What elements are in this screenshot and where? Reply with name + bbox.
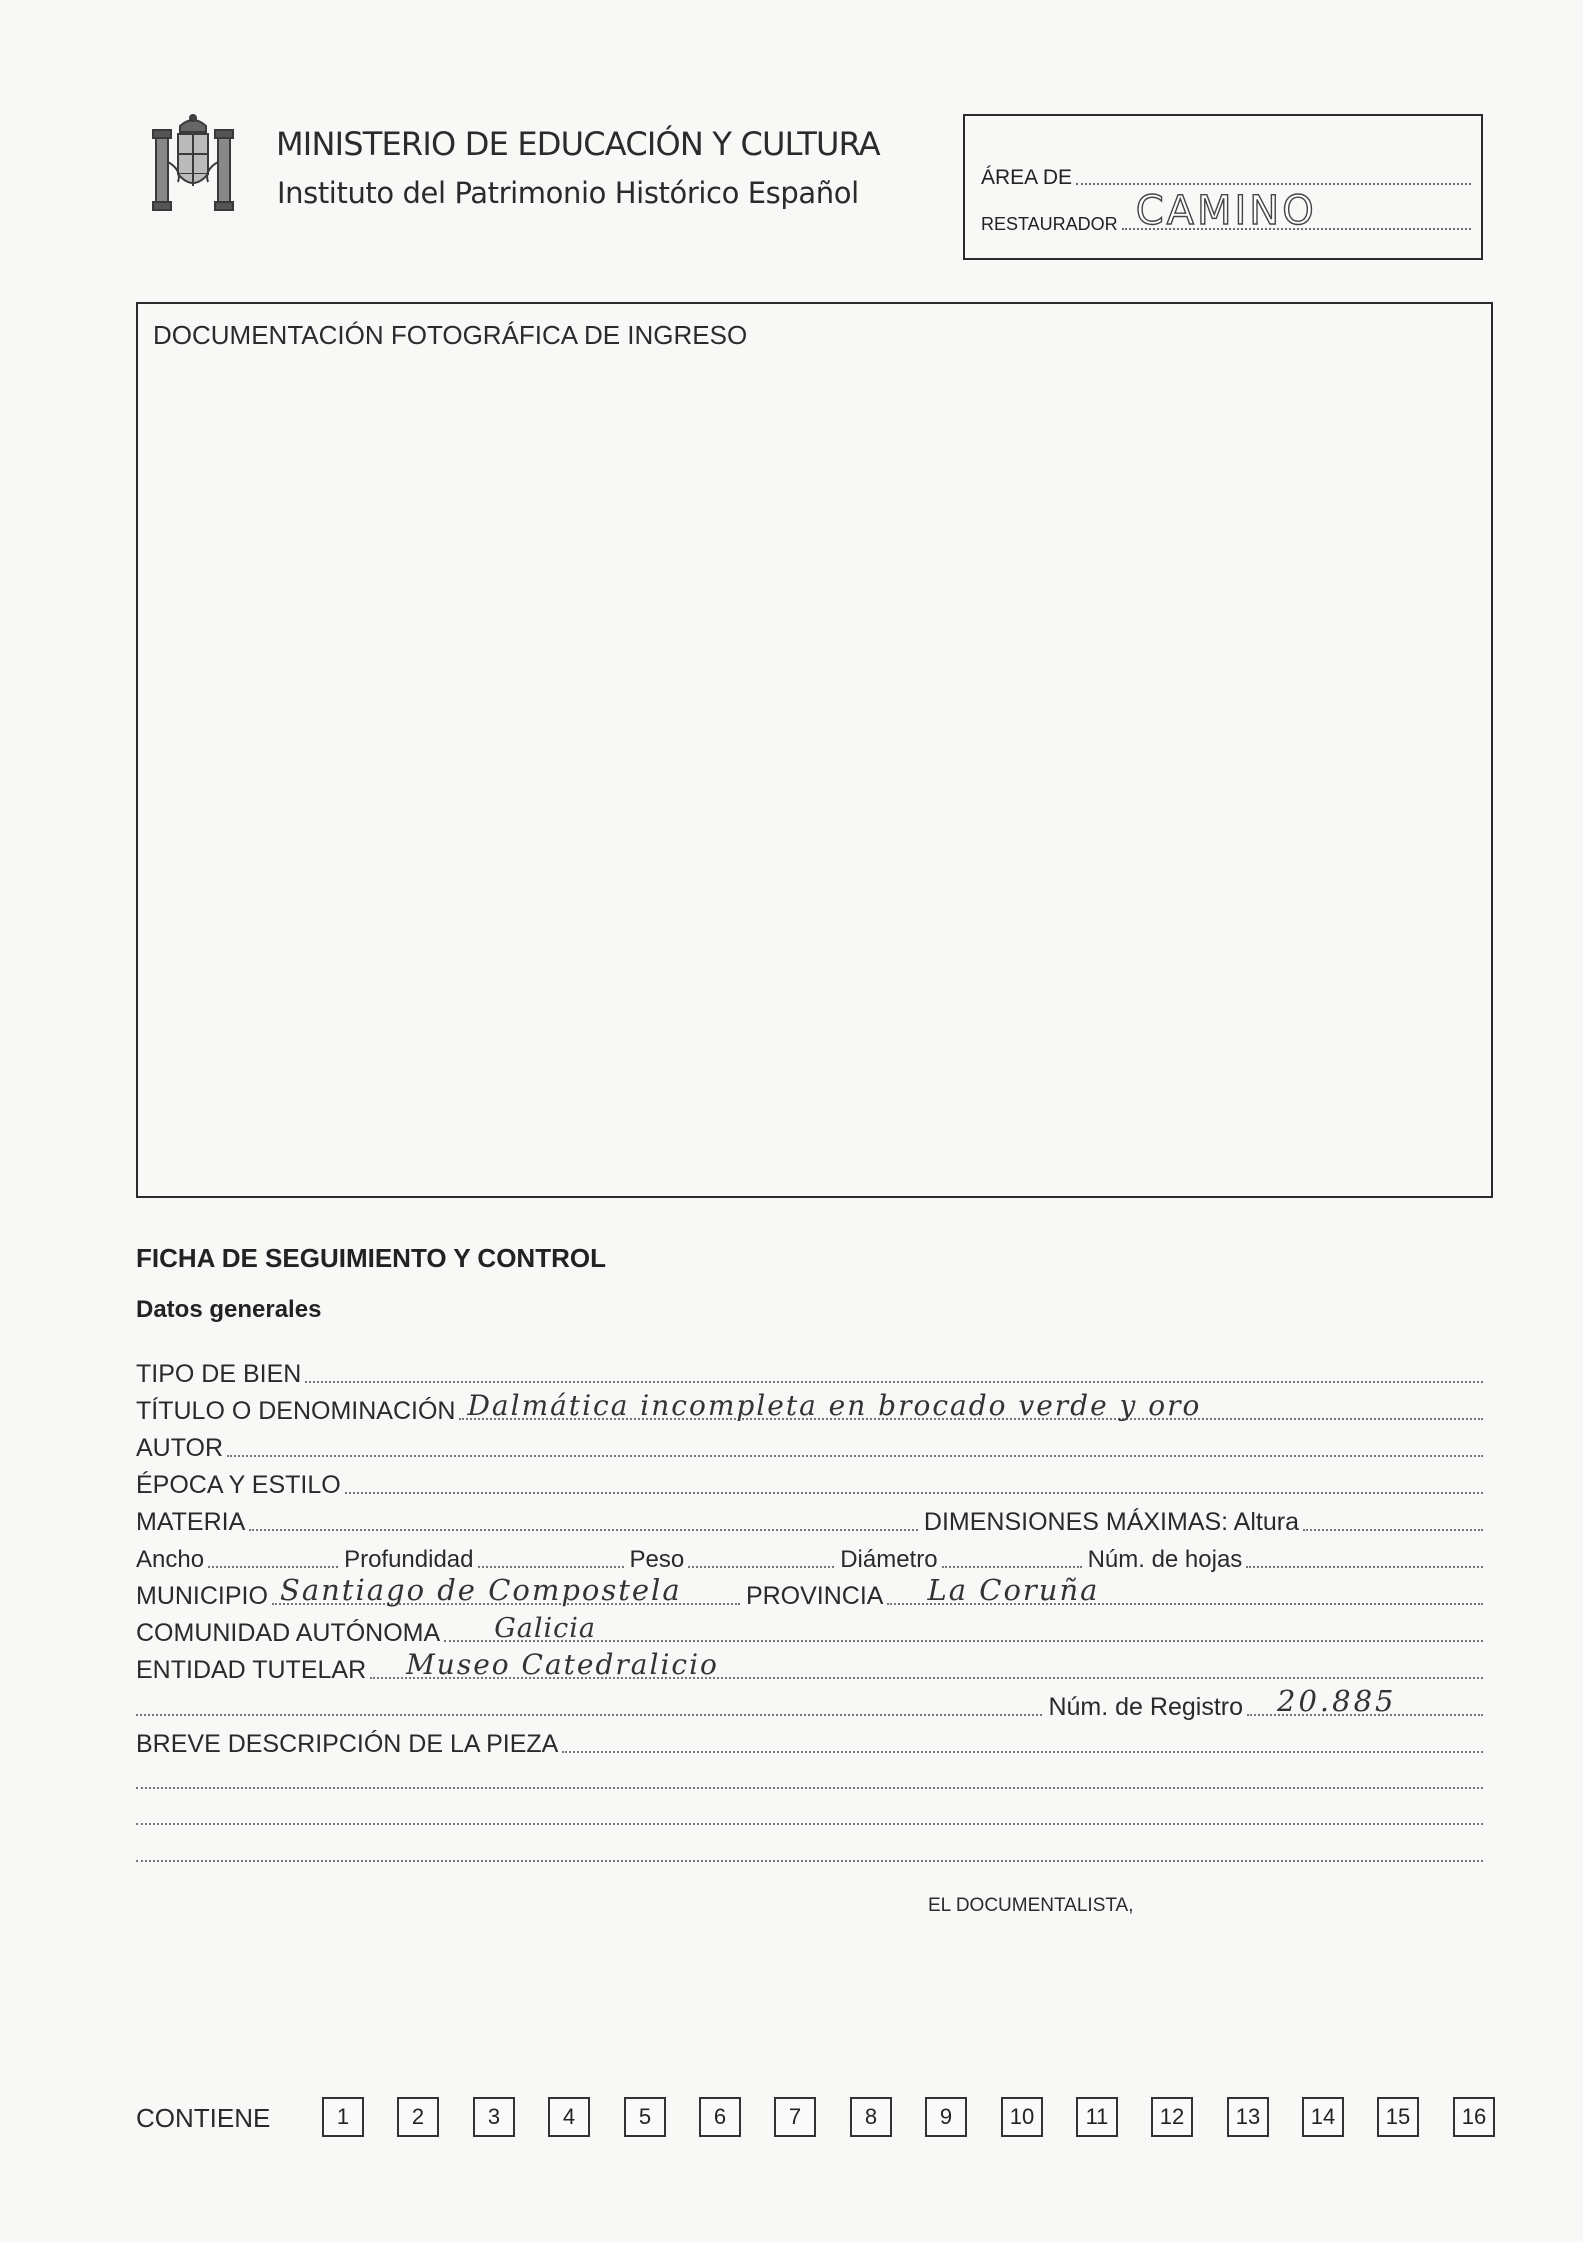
- entidad-label: ENTIDAD TUTELAR: [136, 1656, 367, 1684]
- dimensiones-label: DIMENSIONES MÁXIMAS: Altura: [923, 1508, 1299, 1536]
- restaurador-value: CAMINO: [1135, 188, 1317, 234]
- contiene-box-16[interactable]: 16: [1453, 2097, 1495, 2137]
- num-hojas-label: Núm. de hojas: [1087, 1546, 1243, 1573]
- contiene-box-2[interactable]: 2: [397, 2097, 439, 2137]
- institute-subtitle: Instituto del Patrimonio Histórico Español: [277, 176, 859, 210]
- provincia-value: La Coruña: [927, 1573, 1100, 1607]
- registro-prefix-field[interactable]: [136, 1714, 1042, 1716]
- entidad-field[interactable]: [370, 1648, 1483, 1681]
- row-registro: [136, 1684, 1489, 1722]
- autor-field[interactable]: [227, 1455, 1483, 1457]
- area-field[interactable]: [1076, 183, 1471, 185]
- row-descripcion: [136, 1727, 1489, 1759]
- tipo-bien-field[interactable]: [305, 1381, 1483, 1383]
- profundidad-label: Profundidad: [344, 1546, 474, 1573]
- row-descripcion-3: [136, 1799, 1489, 1831]
- row-descripcion-2: [136, 1763, 1489, 1795]
- profundidad-field[interactable]: [478, 1566, 624, 1568]
- descripcion-line-3[interactable]: [136, 1823, 1483, 1825]
- entidad-value: Museo Catedralicio: [406, 1648, 719, 1681]
- municipio-field[interactable]: [272, 1573, 740, 1607]
- municipio-label: MUNICIPIO: [136, 1582, 268, 1610]
- area-label: ÁREA DE: [981, 166, 1073, 189]
- row-materia: [136, 1505, 1489, 1537]
- form-subtitle: Datos generales: [136, 1296, 322, 1323]
- row-medidas: [136, 1542, 1489, 1574]
- peso-label: Peso: [629, 1546, 685, 1573]
- contiene-box-15[interactable]: 15: [1377, 2097, 1419, 2137]
- ministry-title: MINISTERIO DE EDUCACIÓN Y CULTURA: [276, 125, 880, 163]
- altura-field[interactable]: [1303, 1529, 1483, 1531]
- descripcion-field[interactable]: [562, 1751, 1483, 1753]
- area-box: [963, 114, 1483, 260]
- provincia-field[interactable]: [887, 1573, 1483, 1607]
- comunidad-value: Galicia: [494, 1613, 596, 1644]
- titulo-value: Dalmática incompleta en brocado verde y oro: [467, 1389, 1202, 1422]
- materia-label: MATERIA: [136, 1508, 246, 1536]
- tipo-bien-label: TIPO DE BIEN: [136, 1360, 302, 1388]
- row-comunidad: [136, 1613, 1489, 1648]
- contiene-box-5[interactable]: 5: [624, 2097, 666, 2137]
- registro-field[interactable]: [1247, 1684, 1483, 1718]
- photo-section-title: DOCUMENTACIÓN FOTOGRÁFICA DE INGRESO: [153, 320, 748, 350]
- ancho-label: Ancho: [136, 1546, 205, 1573]
- contiene-box-1[interactable]: 1: [322, 2097, 364, 2137]
- materia-field[interactable]: [249, 1529, 918, 1531]
- contiene-box-11[interactable]: 11: [1076, 2097, 1118, 2137]
- form-title: FICHA DE SEGUIMIENTO Y CONTROL: [136, 1243, 606, 1273]
- diametro-label: Diámetro: [840, 1546, 938, 1573]
- epoca-label: ÉPOCA Y ESTILO: [136, 1471, 341, 1499]
- contiene-box-14[interactable]: 14: [1302, 2097, 1344, 2137]
- registro-value: 20.885: [1277, 1684, 1397, 1718]
- coat-of-arms-icon: [152, 112, 234, 216]
- ancho-field[interactable]: [208, 1566, 338, 1568]
- row-autor: [136, 1431, 1489, 1463]
- row-tipo-bien: [136, 1357, 1489, 1389]
- descripcion-line-2[interactable]: [136, 1787, 1483, 1789]
- contiene-box-6[interactable]: 6: [699, 2097, 741, 2137]
- contiene-box-9[interactable]: 9: [925, 2097, 967, 2137]
- titulo-field[interactable]: [459, 1389, 1483, 1422]
- row-entidad: [136, 1648, 1489, 1685]
- contiene-box-13[interactable]: 13: [1227, 2097, 1269, 2137]
- num-hojas-field[interactable]: [1246, 1566, 1483, 1568]
- diametro-field[interactable]: [942, 1566, 1082, 1568]
- epoca-field[interactable]: [345, 1492, 1483, 1494]
- contiene-box-4[interactable]: 4: [548, 2097, 590, 2137]
- peso-field[interactable]: [688, 1566, 834, 1568]
- photo-area: [136, 302, 1493, 1198]
- restaurador-field[interactable]: [1122, 188, 1471, 234]
- contiene-box-12[interactable]: 12: [1151, 2097, 1193, 2137]
- contiene-box-10[interactable]: 10: [1001, 2097, 1043, 2137]
- descripcion-label: BREVE DESCRIPCIÓN DE LA PIEZA: [136, 1730, 559, 1758]
- municipio-value: Santiago de Compostela: [279, 1573, 682, 1607]
- row-titulo: [136, 1389, 1489, 1426]
- contiene-label: CONTIENE: [136, 2103, 271, 2133]
- row-municipio: [136, 1573, 1489, 1611]
- provincia-label: PROVINCIA: [745, 1582, 884, 1610]
- comunidad-field[interactable]: [444, 1613, 1483, 1644]
- titulo-label: TÍTULO O DENOMINACIÓN: [136, 1397, 456, 1425]
- row-epoca: [136, 1468, 1489, 1500]
- contiene-box-8[interactable]: 8: [850, 2097, 892, 2137]
- contiene-box-7[interactable]: 7: [774, 2097, 816, 2137]
- contiene-box-3[interactable]: 3: [473, 2097, 515, 2137]
- descripcion-line-4[interactable]: [136, 1860, 1483, 1862]
- comunidad-label: COMUNIDAD AUTÓNOMA: [136, 1619, 441, 1647]
- autor-label: AUTOR: [136, 1434, 224, 1462]
- restaurador-label: RESTAURADOR: [981, 214, 1118, 234]
- registro-label: Núm. de Registro: [1048, 1693, 1243, 1721]
- row-descripcion-4: [136, 1836, 1489, 1868]
- documentalista-label: EL DOCUMENTALISTA,: [928, 1895, 1134, 1916]
